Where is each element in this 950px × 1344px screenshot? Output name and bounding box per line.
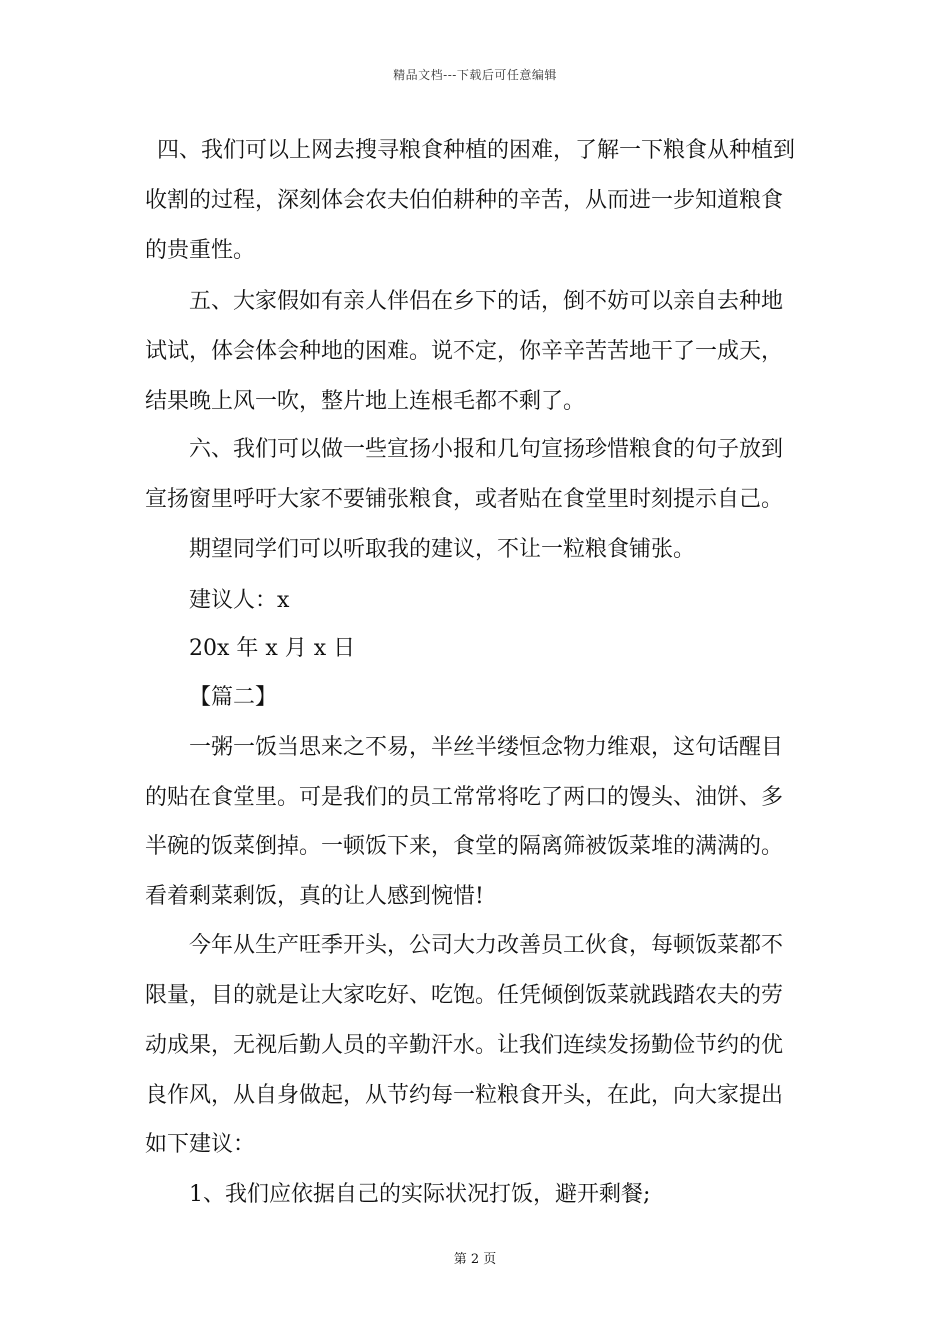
paragraph-line: 动成果，无视后勤人员的辛勤汗水。让我们连续发扬勤俭节约的优 xyxy=(145,1033,784,1058)
section-heading: 【篇二】 xyxy=(189,685,278,710)
paragraph-line: 看着剩菜剩饭，真的让人感到惋惜! xyxy=(145,884,484,909)
paragraph-line: 六、我们可以做一些宣扬小报和几句宣扬珍惜粮食的句子放到 xyxy=(189,437,784,462)
paragraph-line: 今年从生产旺季开头，公司大力改善员工伙食，每顿饭菜都不 xyxy=(189,933,784,958)
paragraph-line: 良作风，从自身做起，从节约每一粒粮食开头，在此，向大家提出 xyxy=(145,1083,784,1108)
paragraph-line: 半碗的饭菜倒掉。一顿饭下来，食堂的隔离筛被饭菜堆的满满的。 xyxy=(145,834,784,859)
page-header: 精品文档---下载后可任意编辑 xyxy=(393,68,557,82)
paragraph-line: 结果晚上风一吹，整片地上连根毛都不剩了。 xyxy=(145,389,586,414)
paragraph-line: 期望同学们可以听取我的建议，不让一粒粮食铺张。 xyxy=(189,537,696,562)
paragraph-line: 四、我们可以上网去搜寻粮食种植的困难，了解一下粮食从种植到 xyxy=(157,138,796,163)
paragraph-line: 限量，目的就是让大家吃好、吃饱。任凭倾倒饭菜就践踏农夫的劳 xyxy=(145,983,784,1008)
paragraph-line: 的贴在食堂里。可是我们的员工常常将吃了两口的馒头、油饼、多 xyxy=(145,785,784,810)
paragraph-line: 一粥一饭当思来之不易，半丝半缕恒念物力维艰，这句话醒目 xyxy=(189,735,784,760)
page-number: 第 2 页 xyxy=(453,1252,497,1267)
paragraph-line: 如下建议： xyxy=(145,1132,256,1157)
date-line: 20x 年 x 月 x 日 xyxy=(189,636,356,661)
paragraph-line: 1、我们应依据自己的实际状况打饭，避开剩餐; xyxy=(189,1182,651,1207)
signer-line: 建议人：x xyxy=(189,588,290,613)
paragraph-line: 收割的过程，深刻体会农夫伯伯耕种的辛苦，从而进一步知道粮食 xyxy=(145,188,784,213)
paragraph-line: 五、大家假如有亲人伴侣在乡下的话，倒不妨可以亲自去种地 xyxy=(189,289,784,314)
paragraph-line: 试试，体会体会种地的困难。说不定，你辛辛苦苦地干了一成天， xyxy=(145,339,784,364)
paragraph-line: 宣扬窗里呼吁大家不要铺张粮食，或者贴在食堂里时刻提示自己。 xyxy=(145,487,784,512)
paragraph-line: 的贵重性。 xyxy=(145,238,256,263)
